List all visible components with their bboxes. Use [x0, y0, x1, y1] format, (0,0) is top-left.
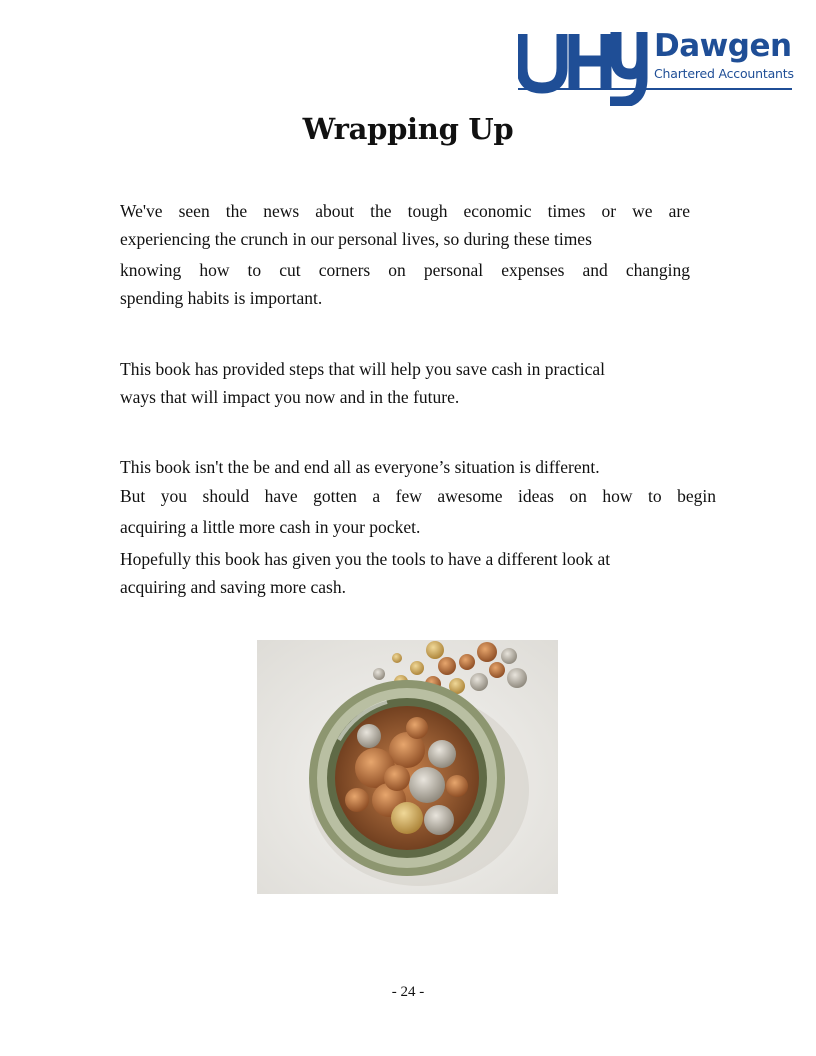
paragraph-line: spending habits is important.	[120, 288, 323, 308]
paragraph-line: Hopefully this book has given you the tools to have a different look at	[120, 549, 611, 569]
page-number: - 24 -	[391, 984, 425, 1000]
paragraph-line: ways that will impact you now and in the future.	[120, 387, 460, 407]
page-title: Wrapping Up	[302, 112, 514, 146]
logo-tagline: Chartered Accountants	[654, 66, 794, 81]
paragraph-4	[120, 545, 710, 601]
coin-jar-image	[257, 640, 558, 894]
paragraph-line: knowing how to cut corners on personal expenses and changing	[120, 260, 690, 280]
paragraph-line: acquiring and saving more cash.	[120, 577, 346, 597]
logo-company-name: Dawgen	[654, 28, 792, 64]
logo-underline	[518, 88, 792, 90]
paragraph-3	[120, 453, 716, 541]
paragraph-2	[120, 355, 700, 411]
paragraph-1	[120, 197, 690, 312]
coin-jar-photo	[257, 640, 558, 894]
paragraph-line: experiencing the crunch in our personal lives, so during these times	[120, 229, 592, 249]
paragraph-line: But you should have gotten a few awesome ideas on how to begin	[120, 486, 716, 506]
paragraph-line: This book has provided steps that will help you save cash in practical	[120, 359, 606, 379]
company-logo	[518, 28, 792, 106]
paragraph-line: We've seen the news about the tough economic times or we are	[120, 201, 690, 221]
paragraph-line: acquiring a little more cash in your pocket.	[120, 517, 421, 537]
paragraph-line: This book isn't the be and end all as everyone’s situation is different.	[120, 457, 600, 477]
uhy-logo-mark	[518, 28, 648, 106]
